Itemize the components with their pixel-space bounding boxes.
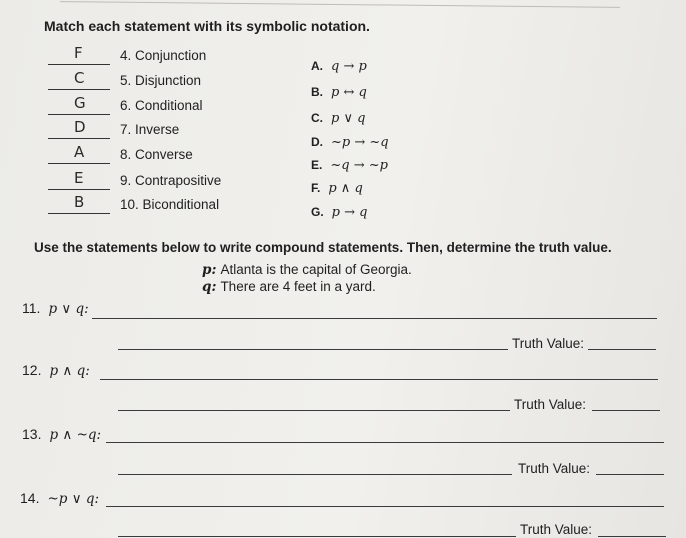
answer-blank[interactable] [48,94,110,115]
term-label: 5. Disjunction [120,73,202,88]
statement-q: q: There are 4 feet in a yard. [202,279,376,295]
answer-line[interactable] [106,506,664,507]
answer-line[interactable] [106,442,664,443]
handwritten-answer: D [74,118,86,136]
term-label: 6. Conditional [120,98,203,113]
term-label: 8. Converse [120,147,193,162]
answer-line[interactable] [92,318,657,319]
answer-line[interactable] [118,474,512,475]
truth-value-blank[interactable] [588,349,656,350]
option-d: D. ~p → ~q [311,135,389,150]
option-c: C. p ∨ q [311,111,366,126]
truth-value-label: Truth Value: [514,397,587,412]
truth-value-blank[interactable] [596,474,664,475]
truth-value-label: Truth Value: [512,336,585,351]
handwritten-answer: B [74,193,85,211]
answer-blank[interactable] [48,169,110,190]
truth-value-label: Truth Value: [518,461,591,476]
handwritten-answer: C [74,69,85,87]
term-label: 9. Contrapositive [120,173,222,188]
answer-blank[interactable] [48,143,110,164]
option-g: G. p → q [311,205,368,220]
question-13: 13. p ∧ ~q: [22,426,102,443]
option-a: A. q → p [311,59,367,74]
question-14: 14. ~p ∨ q: [20,490,100,507]
answer-blank[interactable] [48,69,110,90]
truth-value-blank[interactable] [592,410,660,411]
answer-blank[interactable] [48,193,110,214]
handwritten-answer: E [74,169,84,187]
answer-line[interactable] [118,536,516,537]
statement-p: p: Atlanta is the capital of Georgia. [202,262,412,278]
answer-line[interactable] [100,379,658,380]
truth-value-label: Truth Value: [520,522,593,537]
handwritten-answer: F [74,44,83,62]
answer-blank[interactable] [48,118,110,139]
truth-value-blank[interactable] [598,536,666,537]
option-e: E. ~q → ~p [311,158,388,173]
top-divider [60,1,620,8]
term-label: 4. Conjunction [120,48,207,63]
question-11: 11. p ∨ q: [22,300,89,317]
term-label: 10. Biconditional [120,197,220,212]
answer-line[interactable] [118,410,510,411]
handwritten-answer: A [74,143,85,161]
question-12: 12. p ∧ q: [22,362,90,379]
option-f: F. p ∧ q [311,181,363,196]
answer-line[interactable] [118,349,508,350]
matching-heading: Match each statement with its symbolic notation. [44,18,370,34]
instructions-heading: Use the statements below to write compound statements. Then, determine the truth value. [34,240,612,255]
handwritten-answer: G [74,94,86,112]
term-label: 7. Inverse [120,122,180,137]
answer-blank[interactable] [48,44,110,65]
option-b: B. p ↔ q [311,85,367,100]
